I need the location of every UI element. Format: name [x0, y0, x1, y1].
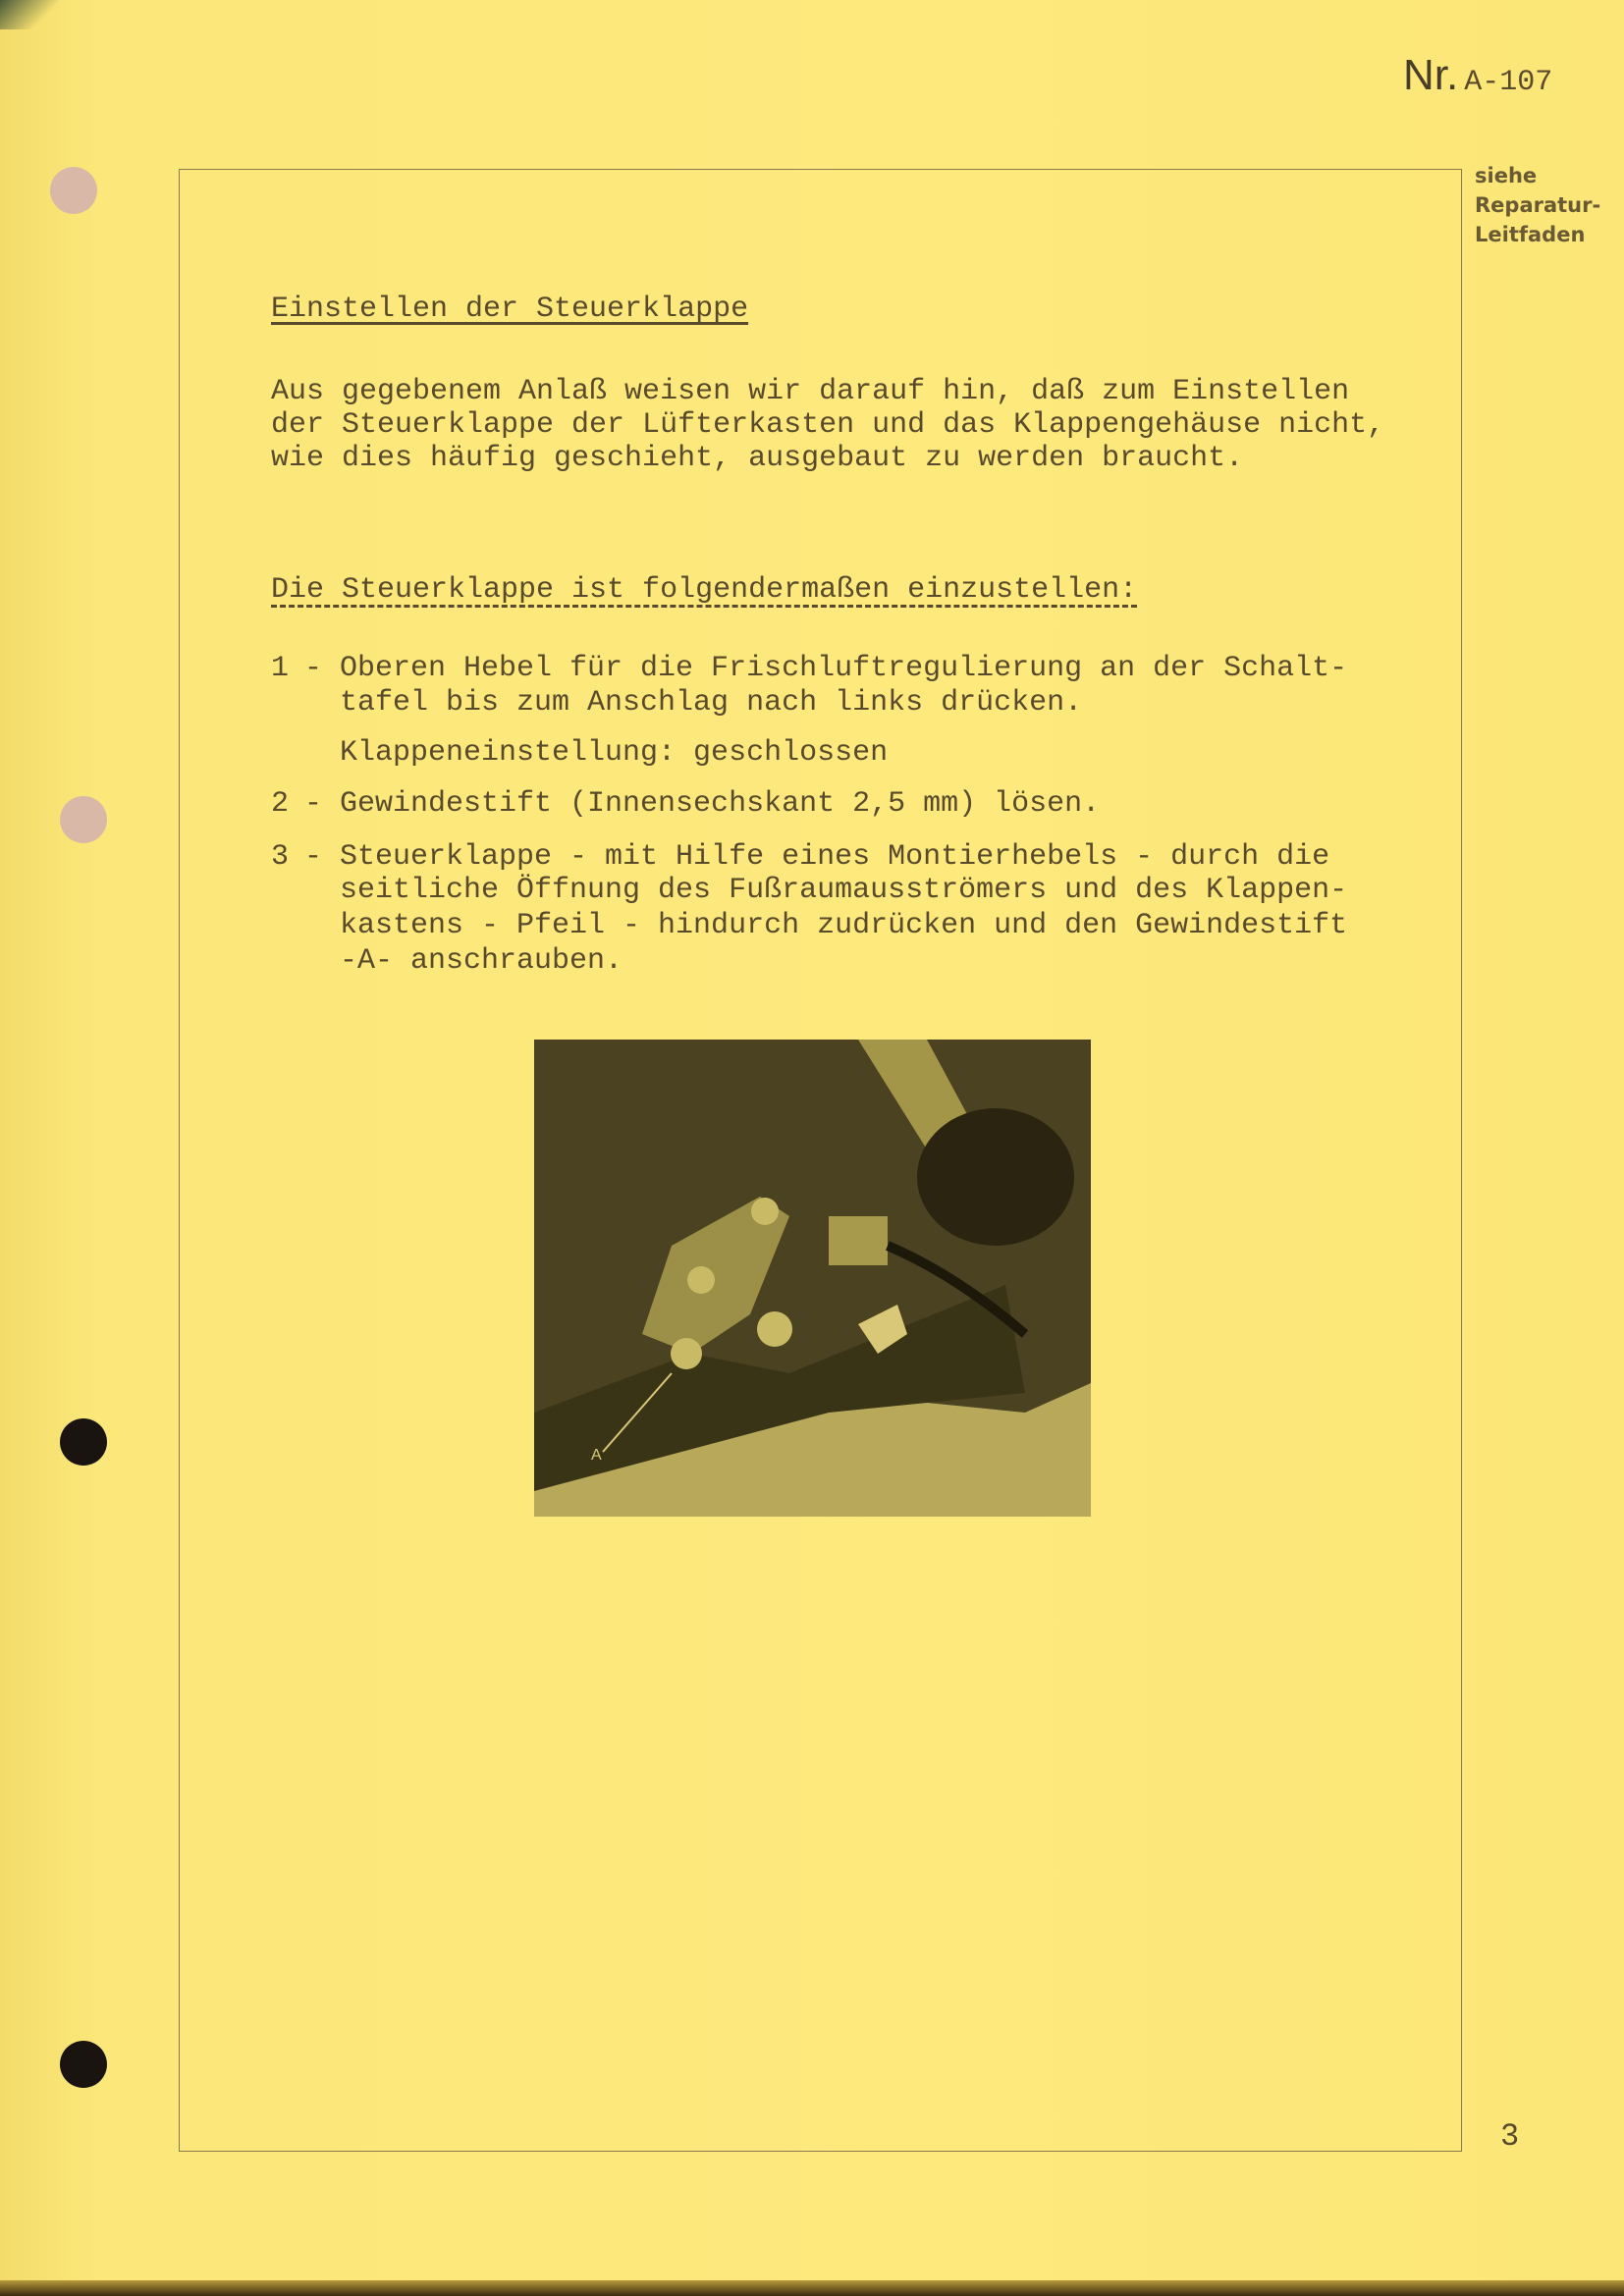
step-dash: - — [304, 787, 323, 821]
intro-line: Aus gegebenem Anlaß weisen wir darauf hin, daß zum Einstellen — [271, 375, 1350, 408]
document-number-value: A-107 — [1464, 66, 1553, 99]
step-line: Steuerklappe - mit Hilfe eines Montierhebels - durch die — [340, 840, 1330, 874]
punch-hole — [60, 1418, 107, 1466]
punch-hole — [60, 2041, 107, 2088]
step-dash: - — [304, 652, 323, 685]
step-line: Oberen Hebel für die Frischluftregulierung an der Schalt- — [340, 652, 1348, 685]
mechanism-photo — [534, 1040, 1091, 1517]
scan-bottom-edge — [0, 2280, 1624, 2296]
step-number: 3 — [271, 840, 290, 874]
step-line: Gewindestift (Innensechskant 2,5 mm) lösen. — [340, 787, 1101, 821]
document-number — [1403, 51, 1552, 100]
photo-label-a: A — [591, 1447, 602, 1464]
step-dash: - — [304, 840, 323, 874]
scan-corner-shadow — [0, 0, 59, 29]
step-note: Klappeneinstellung: geschlossen — [340, 736, 889, 770]
step-line: seitliche Öffnung des Fußraumausströmers und des Klappen- — [340, 874, 1348, 907]
intro-line: der Steuerklappe der Lüfterkasten und das Klappengehäuse nicht, — [271, 408, 1385, 442]
document-number-label: Nr. — [1403, 51, 1459, 99]
intro-line: wie dies häufig geschieht, ausgebaut zu werden braucht. — [271, 442, 1244, 475]
side-note-line: siehe — [1475, 164, 1538, 187]
side-note — [1475, 161, 1600, 249]
side-note-line: Leitfaden — [1475, 223, 1586, 246]
mechanism-illustration — [534, 1040, 1091, 1517]
punch-hole — [60, 796, 107, 843]
step-line: -A- anschrauben. — [340, 944, 623, 978]
step-number: 2 — [271, 787, 290, 821]
section-subtitle: Die Steuerklappe ist folgendermaßen einzustellen: — [271, 573, 1138, 607]
punch-hole — [50, 167, 97, 214]
step-line: tafel bis zum Anschlag nach links drücken. — [340, 686, 1083, 720]
page-title: Einstellen der Steuerklappe — [271, 293, 749, 326]
page-number: 3 — [1500, 2118, 1520, 2155]
step-number: 1 — [271, 652, 290, 685]
side-note-line: Reparatur- — [1475, 193, 1601, 217]
step-line: kastens - Pfeil - hindurch zudrücken und den Gewindestift — [340, 909, 1348, 942]
